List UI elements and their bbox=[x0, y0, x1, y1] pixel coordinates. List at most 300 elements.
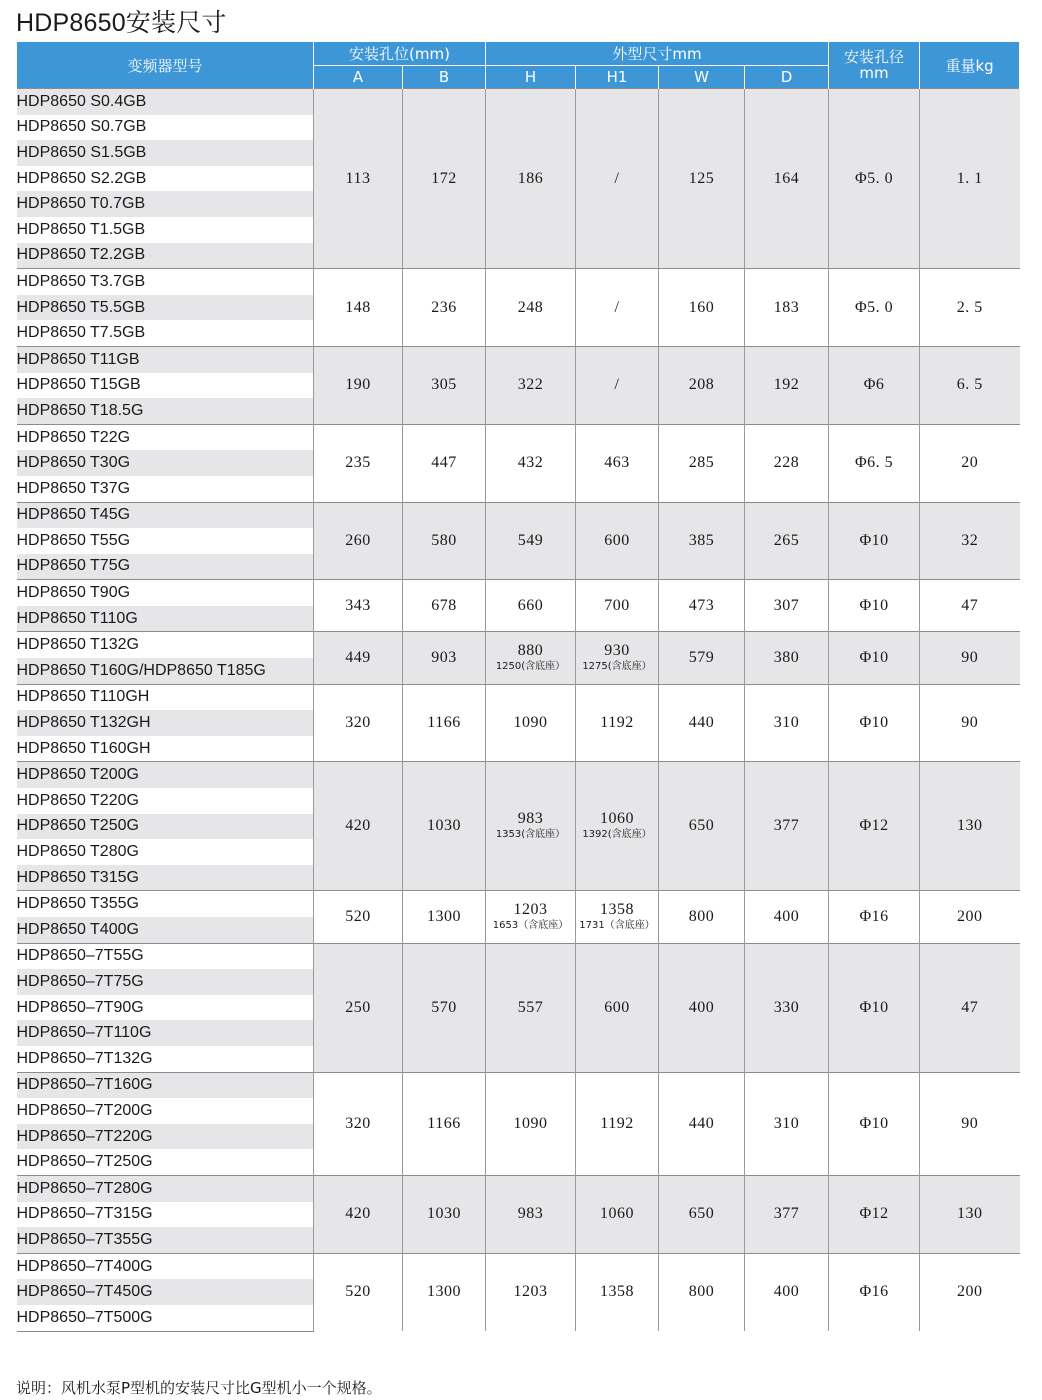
header-mount-group: 安装孔位(mm) bbox=[314, 42, 486, 66]
model-cell: HDP8650–7T220G bbox=[17, 1124, 314, 1150]
dim-a-value: 235 bbox=[345, 454, 371, 472]
table-row bbox=[17, 89, 1020, 115]
dim-b-cell bbox=[403, 684, 486, 762]
dim-h1-base-note: 1392(含底座） bbox=[582, 829, 652, 841]
hole-diameter-cell bbox=[829, 891, 920, 943]
dim-w-value: 285 bbox=[688, 454, 715, 472]
model-cell: HDP8650–7T75G bbox=[17, 969, 314, 995]
dim-a-value: 343 bbox=[345, 596, 371, 614]
weight-cell bbox=[920, 632, 1020, 684]
dim-h-cell bbox=[486, 1253, 576, 1331]
dim-w-cell bbox=[659, 943, 745, 1072]
hole-diameter-value: Φ10 bbox=[859, 714, 889, 732]
weight-value: 32 bbox=[961, 531, 979, 549]
dim-w-cell bbox=[659, 684, 745, 762]
table-row bbox=[17, 580, 1020, 606]
dim-b-value: 678 bbox=[431, 596, 457, 614]
dim-h1-value: 1192 bbox=[600, 1114, 634, 1132]
dim-a-cell bbox=[314, 762, 403, 891]
dim-h1-cell bbox=[576, 684, 659, 762]
weight-cell bbox=[920, 346, 1020, 424]
model-cell: HDP8650–7T110G bbox=[17, 1020, 314, 1046]
dim-b-cell bbox=[403, 424, 486, 502]
dim-h-cell bbox=[486, 943, 576, 1072]
dim-a-cell bbox=[314, 943, 403, 1072]
dim-d-value: 400 bbox=[773, 1283, 800, 1301]
model-cell: HDP8650–7T450G bbox=[17, 1279, 314, 1305]
table-row bbox=[17, 502, 1020, 528]
dim-h-cell bbox=[486, 632, 576, 684]
dim-h-cell bbox=[486, 269, 576, 347]
dim-a-cell bbox=[314, 684, 403, 762]
dim-h-cell bbox=[486, 1175, 576, 1253]
spec-group bbox=[17, 89, 1020, 269]
model-cell: HDP8650–7T280G bbox=[17, 1175, 314, 1201]
dim-b-value: 1030 bbox=[427, 817, 461, 835]
dim-b-value: 580 bbox=[431, 531, 457, 549]
spec-group bbox=[17, 891, 1020, 943]
dim-w-cell bbox=[659, 269, 745, 347]
model-cell: HDP8650 T2.2GB bbox=[17, 243, 314, 269]
dim-h1-cell bbox=[576, 269, 659, 347]
page-title: HDP8650安装尺寸 bbox=[16, 9, 227, 37]
dimension-table bbox=[16, 42, 1020, 1332]
hole-diameter-value: Φ6 bbox=[863, 376, 885, 394]
model-cell: HDP8650 T160GH bbox=[17, 736, 314, 762]
dim-w-value: 400 bbox=[688, 998, 715, 1016]
dim-a-value: 420 bbox=[345, 1205, 371, 1223]
dim-d-value: 330 bbox=[773, 998, 800, 1016]
hole-diameter-cell bbox=[829, 632, 920, 684]
dim-h-value: 186 bbox=[517, 169, 544, 187]
dim-d-value: 164 bbox=[773, 169, 800, 187]
dim-h1-cell bbox=[576, 580, 659, 632]
dim-h-value: 983 bbox=[517, 810, 544, 828]
hole-diameter-cell bbox=[829, 1072, 920, 1175]
dim-w-cell bbox=[659, 424, 745, 502]
dim-a-cell bbox=[314, 1175, 403, 1253]
model-cell: HDP8650 T250G bbox=[17, 814, 314, 840]
dim-w-value: 650 bbox=[688, 1205, 715, 1223]
model-cell: HDP8650 T7.5GB bbox=[17, 320, 314, 346]
dim-h-value: 549 bbox=[517, 531, 544, 549]
dim-d-value: 310 bbox=[773, 714, 800, 732]
model-cell: HDP8650 T160G/HDP8650 T185G bbox=[17, 658, 314, 684]
dim-a-value: 420 bbox=[345, 817, 371, 835]
header-h: H bbox=[486, 66, 576, 89]
dim-b-value: 1166 bbox=[427, 714, 461, 732]
dim-h1-cell bbox=[576, 1072, 659, 1175]
dim-a-value: 190 bbox=[345, 376, 371, 394]
weight-value: 47 bbox=[961, 998, 979, 1016]
dim-d-value: 228 bbox=[773, 454, 800, 472]
dim-h-base-note: 1653（含底座） bbox=[492, 920, 569, 931]
hole-diameter-cell bbox=[829, 580, 920, 632]
dim-b-cell bbox=[403, 502, 486, 580]
dim-a-cell bbox=[314, 891, 403, 943]
spec-group bbox=[17, 269, 1020, 347]
dim-a-value: 520 bbox=[345, 908, 371, 925]
dim-a-cell bbox=[314, 632, 403, 684]
dim-h-value: 1090 bbox=[513, 714, 548, 732]
weight-value: 90 bbox=[961, 649, 979, 667]
dim-b-value: 1300 bbox=[427, 1283, 461, 1301]
dim-w-cell bbox=[659, 891, 745, 943]
hole-diameter-cell bbox=[829, 1175, 920, 1253]
dim-d-cell bbox=[745, 684, 829, 762]
model-cell: HDP8650–7T250G bbox=[17, 1149, 314, 1175]
weight-value: 90 bbox=[961, 714, 979, 732]
dim-a-cell bbox=[314, 269, 403, 347]
dim-w-cell bbox=[659, 1175, 745, 1253]
dim-b-value: 236 bbox=[431, 298, 457, 316]
hole-diameter-cell bbox=[829, 269, 920, 347]
dim-w-value: 440 bbox=[688, 1114, 715, 1132]
dim-b-cell bbox=[403, 632, 486, 684]
dim-d-cell bbox=[745, 502, 829, 580]
dim-h1-value: 600 bbox=[604, 531, 630, 549]
dim-h1-value: 463 bbox=[604, 454, 630, 472]
dim-h1-value: 1060 bbox=[600, 810, 634, 828]
dim-b-cell bbox=[403, 1175, 486, 1253]
dim-b-value: 1300 bbox=[427, 908, 461, 925]
weight-value: 130 bbox=[957, 817, 983, 835]
dim-d-value: 183 bbox=[773, 298, 800, 316]
dim-w-cell bbox=[659, 502, 745, 580]
hole-diameter-value: Φ10 bbox=[859, 998, 889, 1016]
model-cell: HDP8650 T5.5GB bbox=[17, 295, 314, 321]
hole-diameter-cell bbox=[829, 943, 920, 1072]
header-weight: 重量kg bbox=[920, 42, 1020, 89]
weight-value: 47 bbox=[961, 596, 979, 614]
model-cell: HDP8650 S0.7GB bbox=[17, 115, 314, 141]
hole-diameter-value: Φ12 bbox=[859, 1205, 889, 1223]
dim-h-cell bbox=[486, 502, 576, 580]
dim-a-cell bbox=[314, 580, 403, 632]
dim-d-cell bbox=[745, 943, 829, 1072]
model-cell: HDP8650 T55G bbox=[17, 528, 314, 554]
header-b: B bbox=[403, 66, 486, 89]
dim-d-value: 377 bbox=[773, 1205, 800, 1223]
model-cell: HDP8650–7T355G bbox=[17, 1227, 314, 1253]
model-cell: HDP8650–7T500G bbox=[17, 1305, 314, 1331]
dim-b-cell bbox=[403, 1253, 486, 1331]
model-cell: HDP8650 T18.5G bbox=[17, 398, 314, 424]
spec-group bbox=[17, 632, 1020, 684]
table-row bbox=[17, 684, 1020, 710]
dim-h-value: 322 bbox=[517, 376, 544, 394]
table-row bbox=[17, 943, 1020, 969]
dim-h-cell bbox=[486, 1072, 576, 1175]
spec-group bbox=[17, 1072, 1020, 1175]
dim-h-value: 1090 bbox=[513, 1114, 548, 1132]
hole-diameter-cell bbox=[829, 89, 920, 269]
model-cell: HDP8650–7T160G bbox=[17, 1072, 314, 1098]
model-cell: HDP8650 T37G bbox=[17, 476, 314, 502]
table-row bbox=[17, 1072, 1020, 1098]
dim-h1-cell bbox=[576, 943, 659, 1072]
spec-group bbox=[17, 1175, 1020, 1253]
dim-b-cell bbox=[403, 1072, 486, 1175]
weight-cell bbox=[920, 1175, 1020, 1253]
dim-d-value: 265 bbox=[773, 531, 800, 549]
dim-h-value: 660 bbox=[517, 596, 544, 614]
dim-a-value: 113 bbox=[345, 169, 371, 187]
dim-b-value: 305 bbox=[431, 376, 457, 394]
dim-h1-cell bbox=[576, 762, 659, 891]
weight-cell bbox=[920, 1253, 1020, 1331]
table-row bbox=[17, 632, 1020, 658]
dim-w-value: 440 bbox=[688, 714, 715, 732]
dim-h1-cell bbox=[576, 891, 659, 943]
dim-h1-cell bbox=[576, 1253, 659, 1331]
table-row bbox=[17, 269, 1020, 295]
dim-w-value: 473 bbox=[688, 596, 715, 614]
dim-d-cell bbox=[745, 891, 829, 943]
dim-a-cell bbox=[314, 346, 403, 424]
dim-a-cell bbox=[314, 424, 403, 502]
weight-value: 90 bbox=[961, 1114, 979, 1132]
dim-w-cell bbox=[659, 89, 745, 269]
dim-h1-base-note: 1731（含底座） bbox=[579, 920, 655, 931]
dim-h-base-note: 1353(含底座） bbox=[495, 829, 566, 841]
model-cell: HDP8650 T315G bbox=[17, 865, 314, 891]
hole-diameter-cell bbox=[829, 684, 920, 762]
weight-cell bbox=[920, 424, 1020, 502]
header-hole-line2: mm bbox=[859, 64, 889, 82]
model-cell: HDP8650 T132G bbox=[17, 632, 314, 658]
dim-b-cell bbox=[403, 346, 486, 424]
dim-h1-value: 1192 bbox=[600, 714, 634, 732]
dim-d-cell bbox=[745, 1175, 829, 1253]
dim-h1-value: / bbox=[614, 169, 620, 187]
dim-h1-value: 1060 bbox=[600, 1205, 634, 1223]
hole-diameter-value: Φ5. 0 bbox=[854, 298, 894, 316]
dim-w-cell bbox=[659, 762, 745, 891]
model-cell: HDP8650 T11GB bbox=[17, 346, 314, 372]
dim-w-cell bbox=[659, 1253, 745, 1331]
dim-h1-value: 700 bbox=[604, 596, 630, 614]
hole-diameter-value: Φ10 bbox=[859, 1114, 889, 1132]
dim-h-value: 1203 bbox=[513, 1283, 548, 1301]
spec-group bbox=[17, 943, 1020, 1072]
dim-h-value: 432 bbox=[517, 454, 544, 472]
dim-d-cell bbox=[745, 89, 829, 269]
dim-d-value: 310 bbox=[773, 1114, 800, 1132]
dim-h1-cell bbox=[576, 502, 659, 580]
hole-diameter-value: Φ12 bbox=[859, 817, 889, 835]
header-d: D bbox=[745, 66, 829, 89]
model-cell: HDP8650 T75G bbox=[17, 554, 314, 580]
dim-h1-cell bbox=[576, 424, 659, 502]
weight-cell bbox=[920, 1072, 1020, 1175]
weight-cell bbox=[920, 580, 1020, 632]
weight-cell bbox=[920, 762, 1020, 891]
model-cell: HDP8650–7T400G bbox=[17, 1253, 314, 1279]
dim-h-cell bbox=[486, 684, 576, 762]
weight-cell bbox=[920, 269, 1020, 347]
model-cell: HDP8650 T110GH bbox=[17, 684, 314, 710]
dim-d-cell bbox=[745, 269, 829, 347]
weight-cell bbox=[920, 943, 1020, 1072]
model-cell: HDP8650 S2.2GB bbox=[17, 166, 314, 192]
model-cell: HDP8650 T15GB bbox=[17, 373, 314, 399]
table-row bbox=[17, 1175, 1020, 1201]
dim-w-value: 385 bbox=[688, 531, 715, 549]
dim-d-value: 400 bbox=[773, 908, 800, 925]
dim-b-value: 1166 bbox=[427, 1114, 461, 1132]
dim-h1-value: 930 bbox=[604, 642, 630, 660]
dim-h1-cell bbox=[576, 632, 659, 684]
dim-w-cell bbox=[659, 632, 745, 684]
dim-d-cell bbox=[745, 580, 829, 632]
dim-b-value: 1030 bbox=[427, 1205, 461, 1223]
dim-w-value: 160 bbox=[688, 298, 715, 316]
dim-h1-value: 1358 bbox=[600, 1283, 634, 1301]
weight-value: 6. 5 bbox=[956, 376, 983, 394]
weight-value: 200 bbox=[957, 908, 983, 925]
table-row bbox=[17, 891, 1020, 917]
spec-group bbox=[17, 1253, 1020, 1331]
hole-diameter-value: Φ6. 5 bbox=[854, 454, 894, 472]
table-row bbox=[17, 762, 1020, 788]
dim-a-value: 449 bbox=[345, 649, 371, 667]
dim-w-value: 208 bbox=[688, 376, 715, 394]
dim-b-cell bbox=[403, 269, 486, 347]
dim-d-value: 192 bbox=[773, 376, 800, 394]
dim-w-value: 579 bbox=[688, 649, 715, 667]
weight-cell bbox=[920, 891, 1020, 943]
dim-b-value: 903 bbox=[431, 649, 457, 667]
dim-w-value: 800 bbox=[688, 908, 715, 925]
dim-a-cell bbox=[314, 1253, 403, 1331]
dim-h1-cell bbox=[576, 1175, 659, 1253]
dim-b-cell bbox=[403, 891, 486, 943]
dim-b-value: 172 bbox=[431, 169, 457, 187]
dim-h1-value: / bbox=[614, 298, 620, 316]
dim-h1-value: / bbox=[614, 376, 620, 394]
dim-d-value: 377 bbox=[773, 817, 800, 835]
header-w: W bbox=[659, 66, 745, 89]
dim-w-value: 125 bbox=[688, 169, 715, 187]
header-h1: H1 bbox=[576, 66, 659, 89]
model-cell: HDP8650 S0.4GB bbox=[17, 89, 314, 115]
dim-d-cell bbox=[745, 632, 829, 684]
table-row bbox=[17, 1253, 1020, 1279]
dim-h-value: 248 bbox=[517, 298, 544, 316]
hole-diameter-cell bbox=[829, 424, 920, 502]
dim-b-value: 447 bbox=[431, 454, 457, 472]
header-hole-line1: 安装孔径 bbox=[844, 48, 905, 66]
dim-a-cell bbox=[314, 89, 403, 269]
weight-value: 130 bbox=[957, 1205, 983, 1223]
dim-a-value: 148 bbox=[345, 298, 371, 316]
spec-group bbox=[17, 424, 1020, 502]
model-cell: HDP8650 T30G bbox=[17, 450, 314, 476]
spec-group bbox=[17, 684, 1020, 762]
weight-cell bbox=[920, 89, 1020, 269]
model-cell: HDP8650 T22G bbox=[17, 424, 314, 450]
dim-d-value: 380 bbox=[773, 649, 800, 667]
dim-a-value: 520 bbox=[345, 1283, 371, 1301]
hole-diameter-value: Φ10 bbox=[859, 531, 889, 549]
spec-group bbox=[17, 346, 1020, 424]
model-cell: HDP8650 T110G bbox=[17, 606, 314, 632]
weight-cell bbox=[920, 502, 1020, 580]
dim-w-value: 800 bbox=[688, 1283, 715, 1301]
model-cell: HDP8650 T355G bbox=[17, 891, 314, 917]
dim-h1-cell bbox=[576, 89, 659, 269]
model-cell: HDP8650–7T132G bbox=[17, 1046, 314, 1072]
dim-b-value: 570 bbox=[431, 998, 457, 1016]
dim-d-cell bbox=[745, 1072, 829, 1175]
dim-d-value: 307 bbox=[773, 596, 800, 614]
model-cell: HDP8650 T220G bbox=[17, 788, 314, 814]
model-cell: HDP8650–7T200G bbox=[17, 1098, 314, 1124]
hole-diameter-cell bbox=[829, 346, 920, 424]
dim-a-value: 320 bbox=[345, 714, 371, 732]
weight-cell bbox=[920, 684, 1020, 762]
model-cell: HDP8650–7T90G bbox=[17, 995, 314, 1021]
dim-w-value: 650 bbox=[688, 817, 715, 835]
hole-diameter-cell bbox=[829, 502, 920, 580]
dim-h-value: 1203 bbox=[513, 901, 548, 918]
dim-w-cell bbox=[659, 1072, 745, 1175]
dim-d-cell bbox=[745, 424, 829, 502]
dim-h1-base-note: 1275(含底座） bbox=[582, 661, 652, 673]
dim-h-cell bbox=[486, 424, 576, 502]
dim-h-value: 983 bbox=[517, 1205, 544, 1223]
footnote: 说明：风机水泵P型机的安装尺寸比G型机小一个规格。 bbox=[16, 1379, 382, 1397]
hole-diameter-value: Φ10 bbox=[859, 649, 889, 667]
hole-diameter-value: Φ16 bbox=[859, 908, 889, 925]
dim-a-cell bbox=[314, 1072, 403, 1175]
dim-a-value: 250 bbox=[345, 998, 371, 1016]
dim-h-cell bbox=[486, 89, 576, 269]
dim-h-cell bbox=[486, 346, 576, 424]
dim-h1-cell bbox=[576, 346, 659, 424]
header-model: 变频器型号 bbox=[17, 42, 314, 89]
model-cell: HDP8650 T132GH bbox=[17, 710, 314, 736]
model-cell: HDP8650–7T315G bbox=[17, 1202, 314, 1228]
hole-diameter-cell bbox=[829, 762, 920, 891]
dim-w-cell bbox=[659, 346, 745, 424]
weight-value: 2. 5 bbox=[956, 298, 983, 316]
model-cell: HDP8650 T400G bbox=[17, 917, 314, 943]
model-cell: HDP8650 T3.7GB bbox=[17, 269, 314, 295]
weight-value: 200 bbox=[957, 1283, 983, 1301]
hole-diameter-value: Φ10 bbox=[859, 596, 889, 614]
dim-w-cell bbox=[659, 580, 745, 632]
dim-d-cell bbox=[745, 346, 829, 424]
dim-h-cell bbox=[486, 891, 576, 943]
dim-a-value: 260 bbox=[345, 531, 371, 549]
weight-value: 20 bbox=[961, 454, 979, 472]
dim-b-cell bbox=[403, 762, 486, 891]
dim-b-cell bbox=[403, 89, 486, 269]
dim-h-cell bbox=[486, 580, 576, 632]
model-cell: HDP8650 T280G bbox=[17, 839, 314, 865]
spec-group bbox=[17, 502, 1020, 580]
hole-diameter-value: Φ5. 0 bbox=[854, 169, 894, 187]
model-cell: HDP8650 S1.5GB bbox=[17, 140, 314, 166]
dim-b-cell bbox=[403, 580, 486, 632]
spec-group bbox=[17, 580, 1020, 632]
table-header bbox=[17, 42, 1020, 89]
dim-d-cell bbox=[745, 1253, 829, 1331]
dim-h-value: 880 bbox=[517, 642, 544, 660]
dim-h1-value: 1358 bbox=[600, 901, 634, 918]
